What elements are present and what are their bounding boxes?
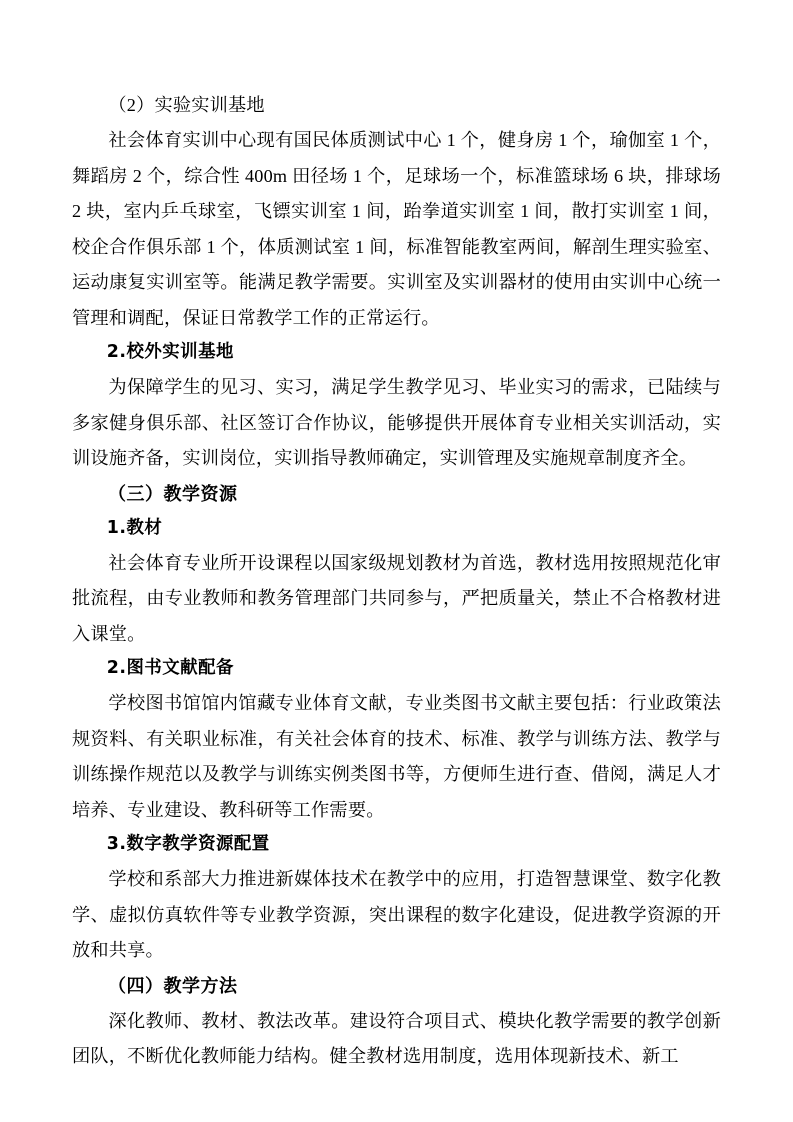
heading-teaching-methods: （四）教学方法: [108, 975, 238, 997]
heading-teaching-resources: （三）教学资源: [108, 483, 238, 505]
paragraph-off-campus-training-description: 为保障学生的见习、实习，满足学生教学见习、毕业实习的需求，已陆续与多家健身俱乐部、社区签订合作协议，能够提供开展体育专业相关实训活动，实训设施齐备，实训岗位，实训指导教师确定，实训管理及实施规章制度齐全。: [72, 377, 721, 469]
heading-textbooks: 1.教材: [106, 517, 163, 538]
heading-digital-teaching-resources: 3.数字教学资源配置: [106, 834, 270, 855]
paragraph-training-center-description: 社会体育实训中心现有国民体质测试中心 1 个，健身房 1 个，瑜伽室 1 个，舞蹈房 2 个，综合性 400m 田径场 1 个，足球场一个，标准篮球场 6 块，排球场 2 块，室内乒乓球室，飞镖实训室 1 间，跆拳道实训室 1 间，散打实训室 1 间，校企合作俱乐部 1 个，体质测试室 1 间，标准智能教室两间，解剖生理实验室、运动康复实训室等。能满足教学需要。实训室及实训器材的使用由实训中心统一管理和调配，保证日常教学工作的正常运行。: [72, 130, 721, 328]
heading-library-resources: 2.图书文献配备: [106, 658, 234, 679]
document-body: [72, 88, 721, 1075]
paragraph-textbooks-description: 社会体育专业所开设课程以国家级规划教材为首选，教材选用按照规范化审批流程，由专业教师和教务管理部门共同参与，严把质量关，禁止不合格教材进入课堂。: [72, 552, 721, 644]
paragraph-experiment-training-base-title: （2）实验实训基地: [108, 95, 265, 115]
paragraph-library-resources-description: 学校图书馆馆内馆藏专业体育文献，专业类图书文献主要包括：行业政策法规资料、有关职业标准，有关社会体育的技术、标准、教学与训练方法、教学与训练操作规范以及教学与训练实例类图书等，方便师生进行查、借阅，满足人才培养、专业建设、教科研等工作需要。: [72, 693, 721, 820]
paragraph-digital-teaching-resources-description: 学校和系部大力推进新媒体技术在教学中的应用，打造智慧课堂、数字化教学、虚拟仿真软件等专业教学资源，突出课程的数字化建设，促进教学资源的开放和共享。: [72, 869, 721, 961]
paragraph-teaching-methods-description: 深化教师、教材、教法改革。建设符合项目式、模块化教学需要的教学创新团队，不断优化教师能力结构。健全教材选用制度，选用体现新技术、新工: [72, 1010, 721, 1067]
heading-off-campus-training-base: 2.校外实训基地: [106, 342, 234, 363]
